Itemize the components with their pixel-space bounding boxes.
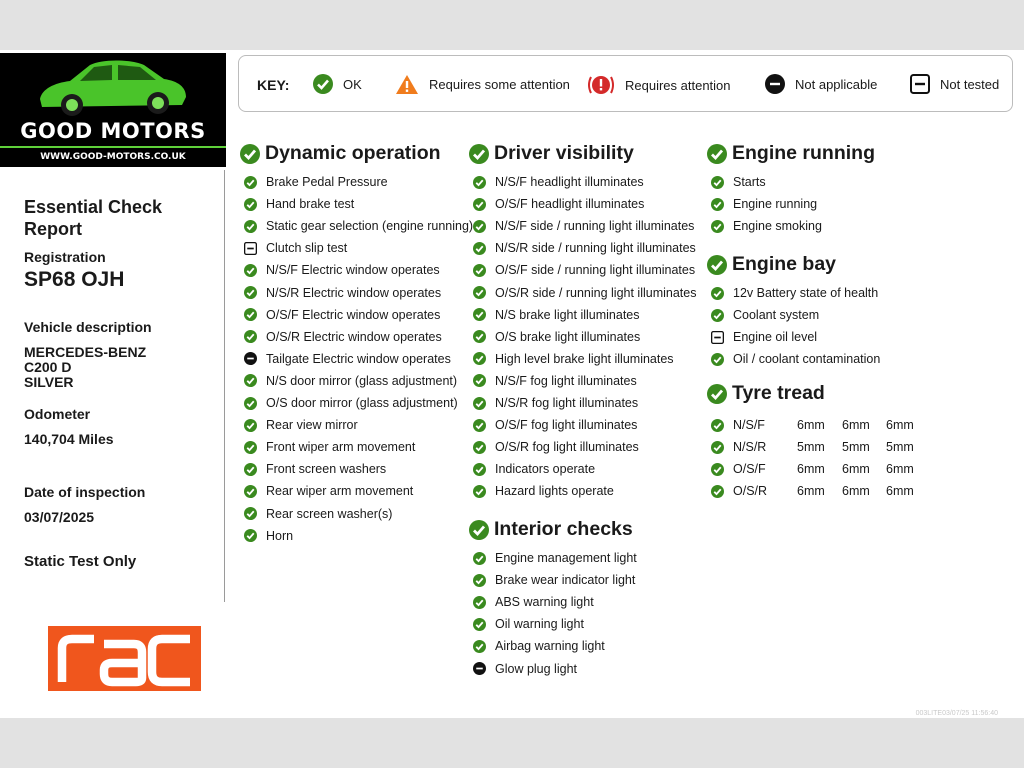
key-item-label: Requires some attention	[429, 77, 570, 92]
check-item-label: Engine smoking	[733, 219, 822, 234]
rac-logo	[48, 626, 201, 691]
tyre-row	[711, 461, 766, 477]
ok-icon	[473, 419, 486, 432]
tyre-reading: 6mm	[886, 462, 914, 477]
ok-icon	[244, 308, 257, 321]
brand-url: WWW.GOOD-MOTORS.CO.UK	[40, 152, 186, 162]
check-item	[473, 572, 635, 588]
check-item	[473, 262, 695, 278]
key-item-ok	[313, 74, 362, 94]
check-item-label: Front wiper arm movement	[266, 440, 416, 455]
section-title-dynamic	[240, 142, 441, 165]
check-item-label: O/S/F Electric window operates	[266, 307, 441, 322]
timestamp-stamp: 003LITE03/07/25 11:56:40	[915, 710, 998, 717]
ok-icon	[473, 574, 486, 587]
ok-icon	[711, 198, 724, 211]
ok-icon	[244, 198, 257, 211]
check-item	[473, 196, 644, 212]
check-item	[473, 218, 694, 234]
tyre-reading: 6mm	[842, 484, 870, 499]
status-key	[238, 55, 1013, 112]
check-item	[244, 483, 413, 499]
check-item	[244, 351, 451, 367]
report-page	[0, 50, 1024, 718]
check-item-label: Airbag warning light	[495, 639, 605, 654]
check-item-label: Hand brake test	[266, 197, 355, 212]
check-item	[244, 307, 440, 323]
tyre-row	[711, 439, 766, 455]
check-item-label: N/S/F side / running light illuminates	[495, 219, 695, 234]
check-item	[711, 351, 880, 367]
vehicle-model: C200 D	[24, 359, 72, 375]
check-item	[473, 307, 640, 323]
check-item-label: Engine running	[733, 197, 818, 212]
ok-icon	[711, 485, 724, 498]
check-item	[473, 395, 638, 411]
key-item-label: Not applicable	[795, 76, 878, 92]
check-item-label: O/S/R Electric window operates	[266, 329, 442, 344]
check-item-label: O/S brake light illuminates	[495, 329, 641, 344]
odometer-value: 140,704 Miles	[24, 431, 114, 447]
section-title-text: Dynamic operation	[265, 142, 441, 164]
ok-icon	[707, 144, 727, 164]
tyre-row	[711, 483, 767, 499]
ok-icon	[473, 308, 486, 321]
check-item-label: Indicators operate	[495, 462, 596, 477]
ok-icon	[244, 330, 257, 343]
registration-value: SP68 OJH	[24, 268, 125, 291]
odometer-label: Odometer	[24, 406, 91, 422]
check-item-label: Starts	[733, 175, 766, 189]
check-item-label: 12v Battery state of health	[733, 286, 879, 300]
check-item-label: Coolant system	[733, 308, 820, 323]
check-item	[473, 638, 605, 654]
tyre-reading: 6mm	[797, 462, 825, 477]
check-item	[473, 461, 595, 477]
check-item-label: N/S door mirror (glass adjustment)	[266, 373, 458, 388]
check-item-label: Engine management light	[495, 551, 637, 565]
check-item-label: N/S/F headlight illuminates	[495, 175, 644, 189]
check-item	[244, 461, 386, 477]
na-icon	[765, 74, 785, 94]
key-item-alert	[587, 74, 731, 96]
ok-icon	[244, 419, 257, 432]
check-item	[473, 351, 674, 367]
ok-icon	[711, 441, 724, 454]
ok-icon	[711, 220, 724, 233]
check-item-label: Oil warning light	[495, 617, 584, 632]
ok-icon	[707, 255, 727, 275]
car-logo-icon	[32, 53, 192, 117]
left-divider	[224, 170, 225, 602]
rac-wordmark-icon	[48, 626, 201, 691]
ok-icon	[244, 529, 257, 542]
ok-icon	[473, 176, 486, 189]
ok-icon	[244, 374, 257, 387]
check-item-label: Engine oil level	[733, 330, 818, 345]
ok-icon	[469, 144, 489, 164]
check-item-label: Front screen washers	[266, 462, 387, 477]
tyre-reading: 6mm	[886, 418, 914, 432]
section-title-engine-running	[707, 142, 875, 165]
ok-icon	[244, 507, 257, 520]
check-item	[244, 395, 458, 411]
good-motors-logo	[0, 53, 226, 167]
tyre-reading: 5mm	[797, 440, 825, 455]
check-item	[711, 218, 822, 234]
check-item-label: N/S/R fog light illuminates	[495, 396, 639, 410]
check-item-label: High level brake light illuminates	[495, 351, 674, 366]
ok-icon	[473, 640, 486, 653]
check-item	[244, 240, 347, 256]
brand-stripe	[0, 146, 226, 148]
ok-icon	[244, 485, 257, 498]
check-item	[244, 373, 457, 389]
tyre-reading: 6mm	[797, 418, 825, 432]
alert-icon	[587, 74, 615, 96]
check-item-label: O/S/R fog light illuminates	[495, 440, 639, 455]
section-title-interior	[469, 518, 633, 541]
check-item	[244, 417, 358, 433]
check-item	[711, 285, 878, 301]
section-title-text: Tyre tread	[732, 382, 825, 404]
vehicle-make: MERCEDES-BENZ	[24, 344, 147, 360]
tyre-reading: 6mm	[842, 462, 870, 477]
check-item	[244, 218, 473, 234]
vehicle-description-label: Vehicle description	[24, 319, 152, 335]
ok-icon	[244, 176, 257, 189]
ok-icon	[473, 463, 486, 476]
tyre-reading: 6mm	[886, 484, 914, 499]
inspection-date-label: Date of inspection	[24, 484, 146, 500]
ok-icon	[473, 220, 486, 233]
section-title-tyre	[707, 382, 825, 405]
ok-icon	[244, 397, 257, 410]
ok-icon	[473, 264, 486, 277]
check-item	[473, 329, 640, 345]
ok-icon	[244, 220, 257, 233]
ok-icon	[711, 419, 724, 432]
ok-icon	[469, 520, 489, 540]
registration-label: Registration	[24, 249, 106, 265]
check-item-label: ABS warning light	[495, 595, 594, 610]
check-item-label: Oil / coolant contamination	[733, 352, 881, 367]
check-item-label: Rear wiper arm movement	[266, 484, 414, 499]
check-item-label: Tailgate Electric window operates	[266, 351, 451, 366]
ok-icon	[240, 144, 260, 164]
check-item	[244, 329, 442, 345]
ok-icon	[711, 463, 724, 476]
check-item-label: N/S/R Electric window operates	[266, 285, 442, 300]
key-item-label: OK	[343, 76, 362, 92]
check-item	[473, 240, 696, 256]
check-item	[473, 373, 637, 389]
check-item	[244, 285, 441, 301]
key-item-warning	[395, 74, 570, 95]
key-item-label: Not tested	[940, 76, 1000, 92]
check-item-label: O/S/F side / running light illuminates	[495, 263, 696, 278]
tyre-reading: 5mm	[842, 440, 870, 455]
check-item	[711, 196, 817, 212]
check-item-label: N/S brake light illuminates	[495, 307, 640, 322]
section-title-text: Engine bay	[732, 253, 837, 275]
ok-icon	[711, 353, 724, 366]
ok-icon	[707, 384, 727, 404]
ok-icon	[244, 286, 257, 299]
check-item	[711, 174, 766, 190]
check-item-label: N/S/F Electric window operates	[266, 263, 440, 278]
ok-icon	[473, 618, 486, 631]
ok-icon	[244, 441, 257, 454]
not-tested-icon	[910, 74, 930, 94]
section-title-text: Engine running	[732, 142, 875, 164]
not-tested-icon	[244, 242, 257, 255]
tyre-reading: 6mm	[842, 418, 870, 432]
ok-icon	[473, 596, 486, 609]
vehicle-colour: SILVER	[24, 374, 74, 390]
tyre-position: N/S/F	[733, 418, 765, 432]
report-title: Essential Check Report	[24, 197, 163, 239]
check-item	[244, 528, 293, 544]
check-item	[473, 417, 637, 433]
ok-icon	[473, 242, 486, 255]
section-title-text: Driver visibility	[494, 142, 634, 164]
ok-icon	[473, 485, 486, 498]
section-title-visibility	[469, 142, 634, 165]
check-item	[244, 196, 354, 212]
tyre-position: O/S/R	[733, 484, 768, 499]
check-item	[473, 616, 584, 632]
ok-icon	[473, 352, 486, 365]
key-label: KEY:	[257, 77, 290, 93]
check-item-label: Static gear selection (engine running)	[266, 219, 474, 234]
ok-icon	[244, 463, 257, 476]
ok-icon	[473, 552, 486, 565]
tyre-position: N/S/R	[733, 440, 767, 455]
key-item-label: Requires attention	[625, 77, 731, 93]
check-item-label: Horn	[266, 528, 294, 543]
check-item-label: N/S/F fog light illuminates	[495, 373, 637, 388]
not-tested-icon	[711, 331, 724, 344]
check-item	[473, 594, 594, 610]
check-item	[711, 329, 817, 345]
check-item	[244, 439, 415, 455]
check-item-label: Brake Pedal Pressure	[266, 175, 388, 189]
check-item	[711, 307, 819, 323]
ok-icon	[473, 374, 486, 387]
tyre-reading: 6mm	[797, 484, 825, 499]
check-item	[473, 483, 614, 499]
na-icon	[244, 352, 257, 365]
inspection-date-value: 03/07/2025	[24, 509, 95, 525]
check-item-label: Brake wear indicator light	[495, 573, 636, 588]
check-item	[473, 174, 644, 190]
check-item	[244, 506, 392, 522]
static-test-note: Static Test Only	[24, 553, 137, 570]
na-icon	[473, 662, 486, 675]
check-item-label: O/S/F fog light illuminates	[495, 418, 638, 433]
check-item	[473, 550, 637, 566]
check-item-label: Clutch slip test	[266, 241, 348, 256]
check-item-label: N/S/R side / running light illuminates	[495, 241, 696, 256]
ok-icon	[244, 264, 257, 277]
ok-icon	[473, 441, 486, 454]
brand-name: GOOD MOTORS	[20, 119, 206, 143]
check-item	[244, 262, 440, 278]
key-item-not-tested	[910, 74, 999, 94]
section-title-engine-bay	[707, 253, 836, 276]
check-item	[473, 285, 696, 301]
check-item-label: O/S door mirror (glass adjustment)	[266, 396, 458, 410]
check-item-label: O/S/R side / running light illuminates	[495, 285, 697, 300]
ok-icon	[473, 330, 486, 343]
ok-icon	[473, 397, 486, 410]
ok-icon	[313, 74, 333, 94]
ok-icon	[711, 176, 724, 189]
check-item	[473, 439, 639, 455]
ok-icon	[473, 198, 486, 211]
check-item-label: O/S/F headlight illuminates	[495, 197, 645, 212]
check-item	[244, 174, 388, 190]
key-item-na	[765, 74, 877, 94]
check-item-label: Rear screen washer(s)	[266, 506, 393, 521]
ok-icon	[473, 286, 486, 299]
check-item-label: Glow plug light	[495, 661, 577, 676]
ok-icon	[711, 309, 724, 322]
tyre-row	[711, 417, 765, 433]
tyre-reading: 5mm	[886, 440, 914, 455]
tyre-position: O/S/F	[733, 462, 766, 477]
warning-icon	[395, 74, 419, 95]
check-item-label: Hazard lights operate	[495, 484, 614, 499]
check-item	[473, 661, 577, 677]
check-item-label: Rear view mirror	[266, 418, 358, 433]
section-title-text: Interior checks	[494, 518, 633, 540]
ok-icon	[711, 287, 724, 300]
